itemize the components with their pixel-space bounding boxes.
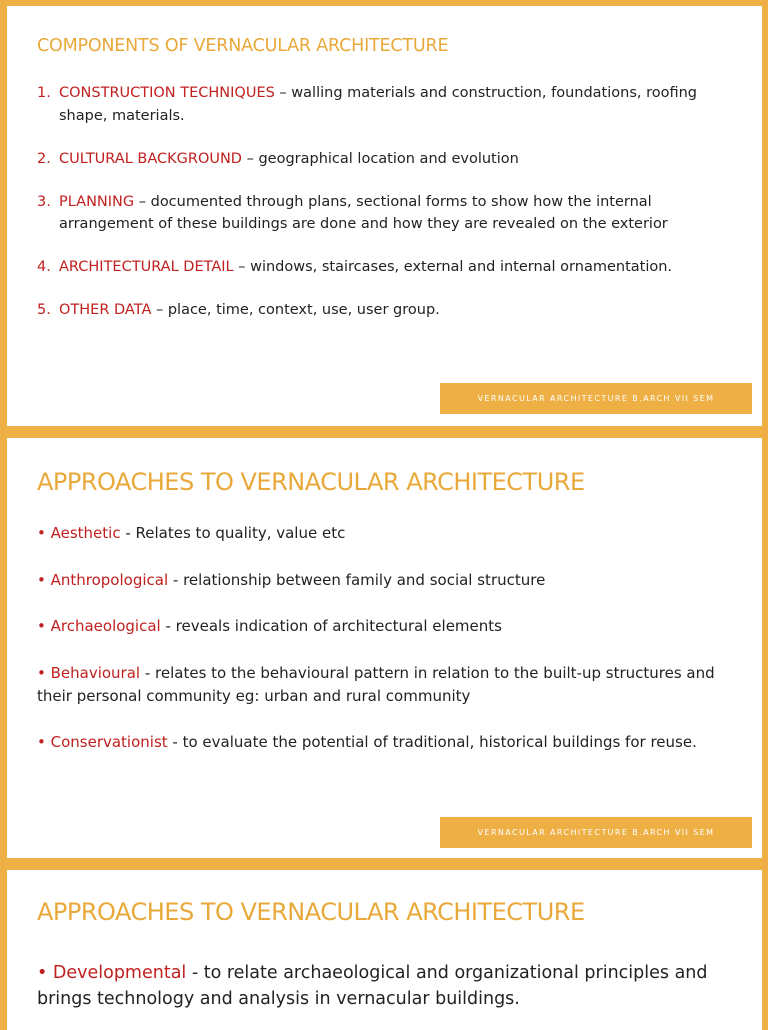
item-description: - reveals indication of architectural elements bbox=[160, 617, 502, 635]
footer-banner: VERNACULAR ARCHITECTURE B.ARCH VII SEM bbox=[440, 817, 752, 848]
item-description: - to evaluate the potential of traditional, historical buildings for reuse. bbox=[167, 733, 697, 751]
item-term: • Developmental bbox=[37, 963, 187, 983]
item-number: 4. bbox=[37, 259, 51, 275]
slide-approaches-continued bbox=[7, 870, 762, 1030]
item-term: CULTURAL BACKGROUND bbox=[59, 150, 242, 167]
item-number: 5. bbox=[37, 302, 51, 318]
list-item bbox=[37, 191, 737, 236]
item-description: – documented through plans, sectional forms to show how the internal arrangement of these buildings are done and how they are revealed on the exterior bbox=[59, 193, 668, 232]
item-description: - to relate archaeological and organizational principles and brings technology and analysis in vernacular buildings. bbox=[37, 963, 708, 1009]
item-term: ARCHITECTURAL DETAIL bbox=[59, 259, 234, 275]
list-item bbox=[37, 522, 737, 545]
list-item bbox=[37, 148, 737, 171]
item-description: – geographical location and evolution bbox=[241, 150, 519, 167]
item-term: • Conservationist bbox=[37, 733, 168, 751]
slide-title: APPROACHES TO VERNACULAR ARCHITECTURE bbox=[37, 898, 585, 926]
numbered-list bbox=[37, 82, 737, 342]
list-item bbox=[37, 731, 737, 754]
slide-approaches bbox=[7, 438, 762, 858]
item-term: PLANNING bbox=[59, 193, 135, 210]
item-term: CONSTRUCTION TECHNIQUES bbox=[59, 85, 275, 101]
list-item bbox=[37, 82, 737, 127]
bullet-list bbox=[37, 522, 737, 778]
item-number: 1. bbox=[37, 85, 51, 101]
item-term: • Anthropological bbox=[37, 570, 169, 589]
list-item bbox=[37, 299, 737, 322]
item-number: 3. bbox=[37, 193, 51, 210]
item-description: - relates to the behavioural pattern in relation to the built-up structures and their personal community eg: urban and rural community bbox=[37, 663, 715, 705]
item-description: – windows, staircases, external and internal ornamentation. bbox=[233, 259, 673, 275]
bullet-list bbox=[37, 960, 737, 1030]
item-term: OTHER DATA bbox=[59, 302, 152, 318]
list-item bbox=[37, 960, 737, 1012]
item-description: - Relates to quality, value etc bbox=[120, 524, 346, 542]
item-description: – place, time, context, use, user group. bbox=[151, 302, 440, 318]
item-term: • Archaeological bbox=[37, 617, 161, 635]
slide-title: APPROACHES TO VERNACULAR ARCHITECTURE bbox=[37, 468, 585, 496]
list-item bbox=[37, 256, 737, 279]
item-term: • Behavioural bbox=[37, 663, 141, 682]
slide-components bbox=[7, 6, 762, 426]
slide-title: COMPONENTS OF VERNACULAR ARCHITECTURE bbox=[37, 36, 449, 56]
list-item bbox=[37, 569, 737, 592]
item-number: 2. bbox=[37, 150, 51, 167]
list-item bbox=[37, 615, 737, 638]
item-description: – walling materials and construction, foundations, roofing shape, materials. bbox=[59, 85, 697, 124]
item-term: • Aesthetic bbox=[37, 524, 121, 542]
list-item bbox=[37, 662, 737, 708]
footer-banner: VERNACULAR ARCHITECTURE B.ARCH VII SEM bbox=[440, 383, 752, 414]
item-description: - relationship between family and social structure bbox=[168, 570, 546, 589]
